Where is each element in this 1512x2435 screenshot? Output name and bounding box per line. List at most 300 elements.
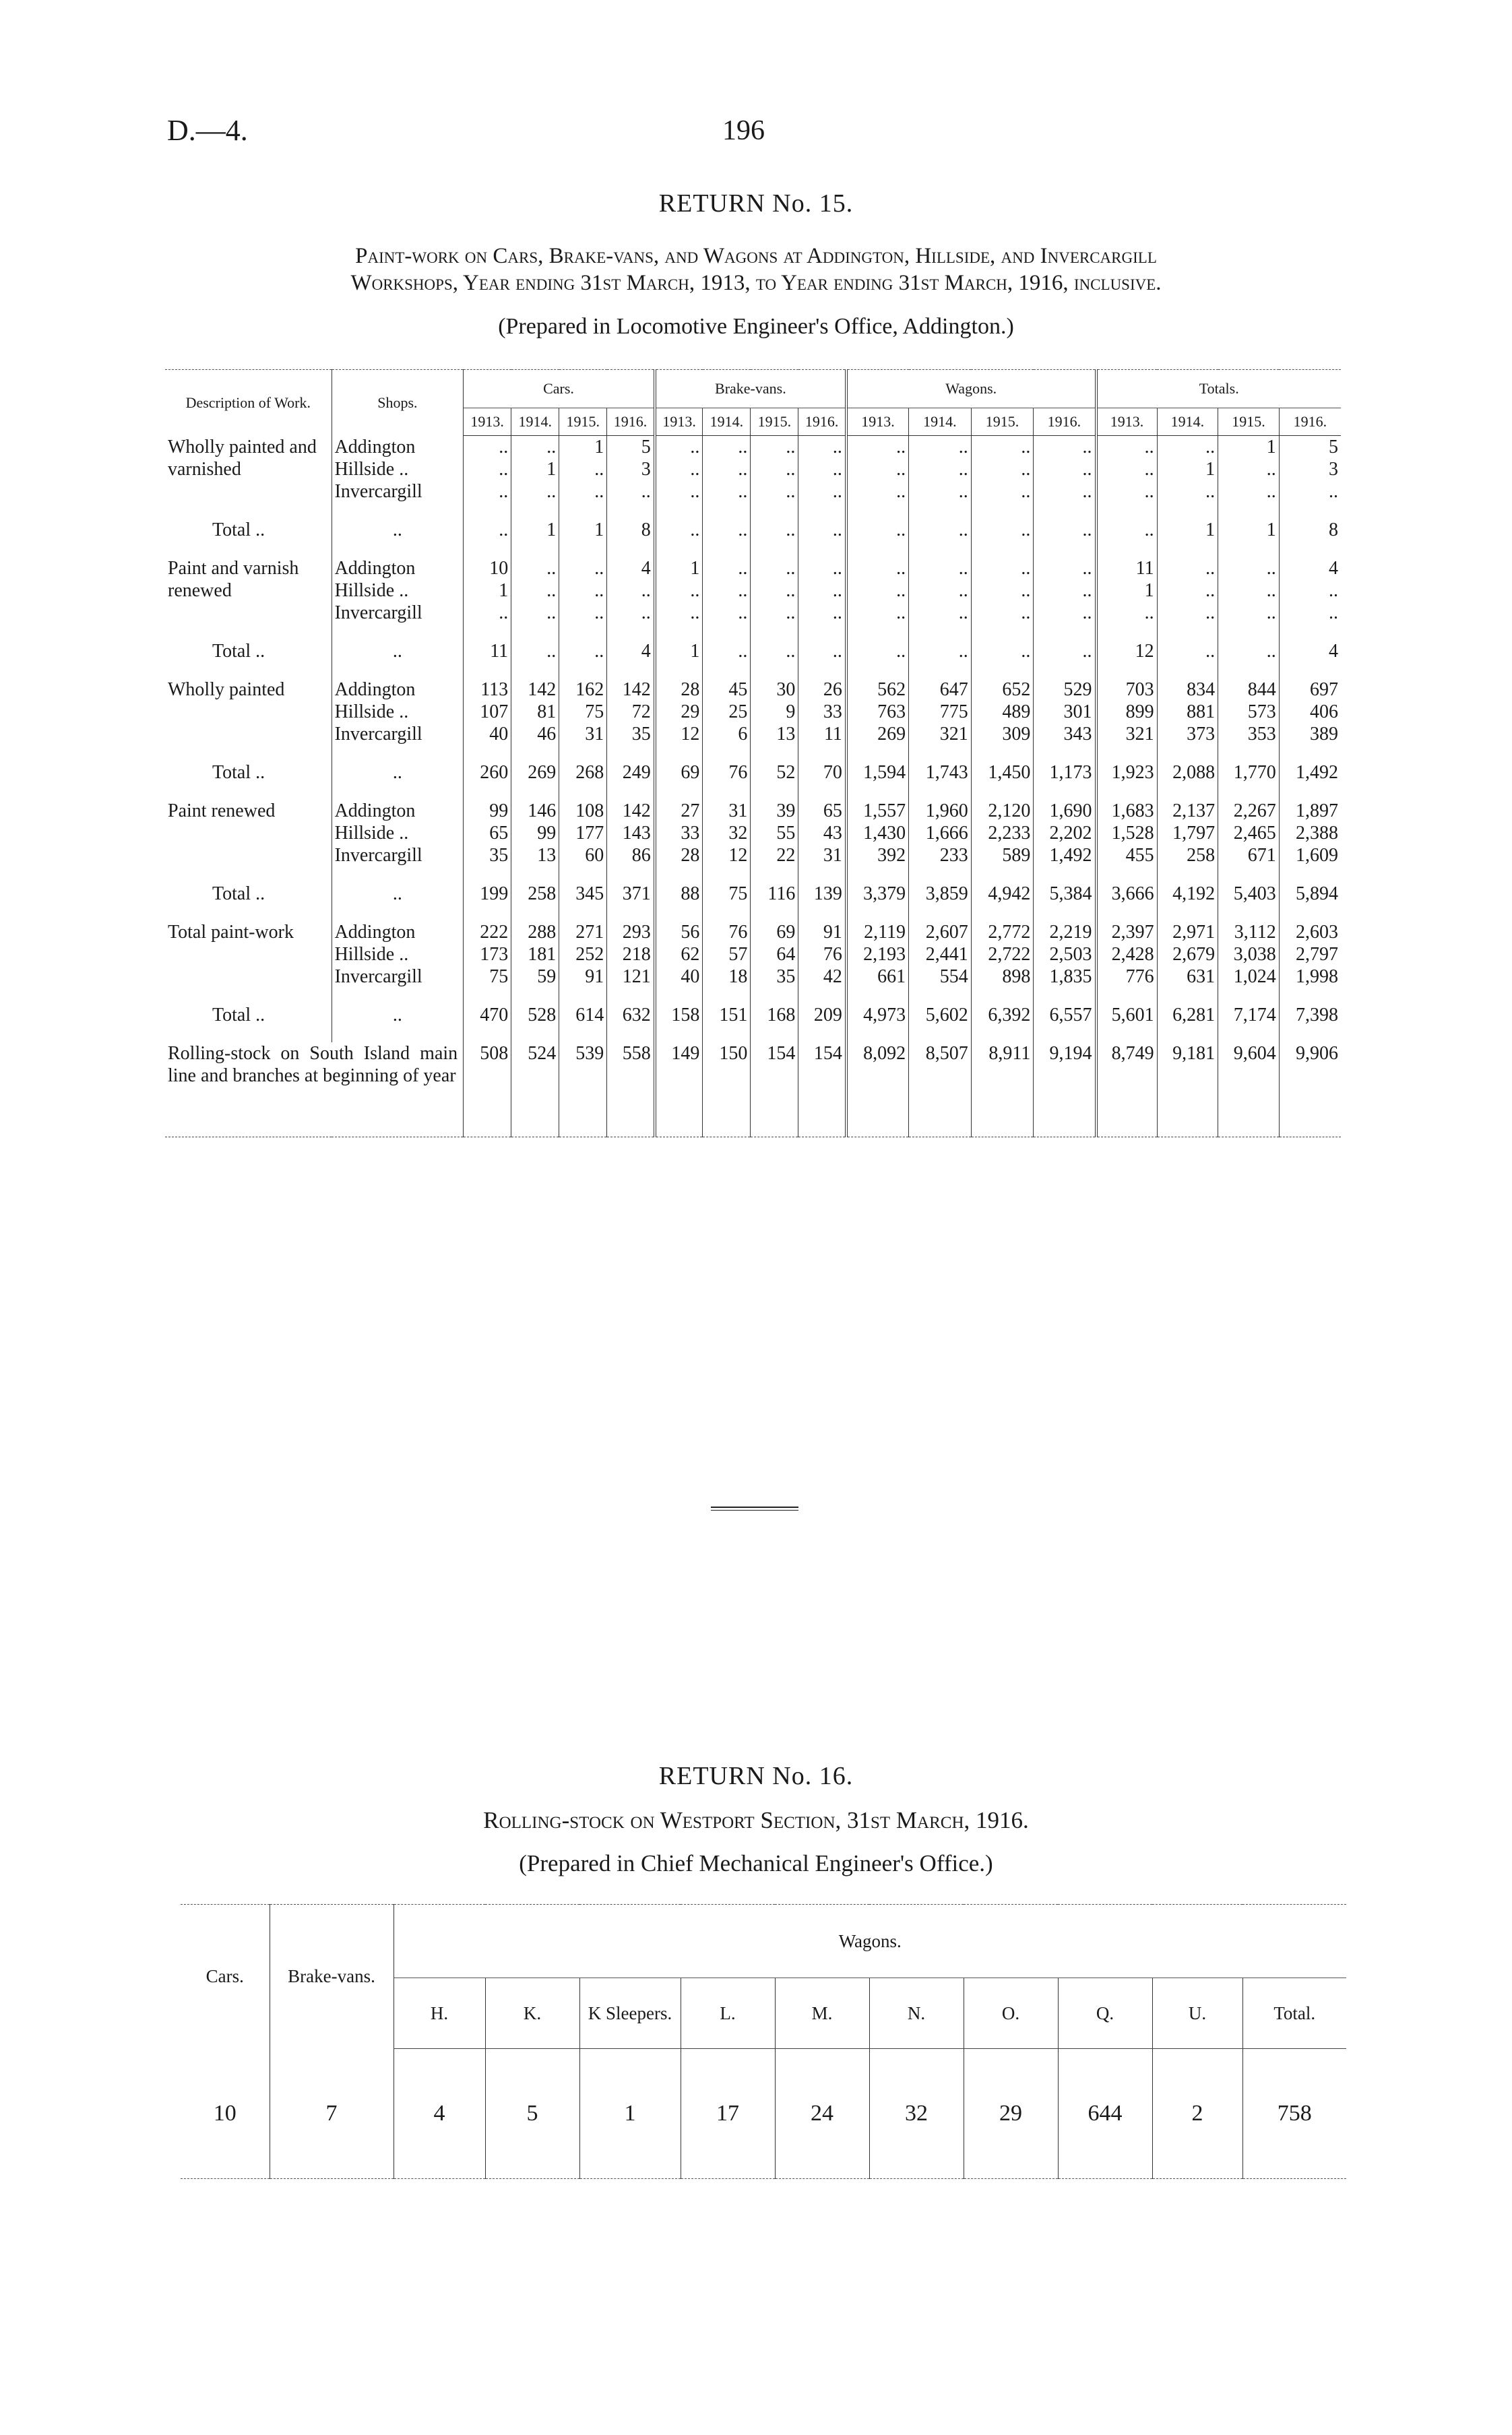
table-cell: .. bbox=[798, 640, 846, 662]
year-header: 1914. bbox=[909, 408, 972, 436]
page-number: 196 bbox=[722, 115, 765, 146]
table-cell: 143 bbox=[607, 822, 655, 844]
table-cell: 703 bbox=[1096, 678, 1158, 701]
table-cell: 13 bbox=[751, 723, 798, 745]
table-cell: .. bbox=[909, 458, 972, 480]
table-cell: .. bbox=[1096, 519, 1158, 541]
spacer-cell bbox=[1218, 662, 1280, 678]
spacer-cell bbox=[1279, 905, 1341, 921]
spacer-cell bbox=[464, 988, 511, 1004]
spacer-cell bbox=[909, 624, 972, 640]
table-cell: 70 bbox=[798, 761, 846, 784]
table-cell: .. bbox=[971, 436, 1034, 459]
table-cell: 7,174 bbox=[1218, 1004, 1280, 1026]
table-cell: 2,679 bbox=[1157, 943, 1218, 966]
spacer-cell bbox=[1218, 784, 1280, 800]
table-cell: 3 bbox=[607, 458, 655, 480]
table-cell: 373 bbox=[1157, 723, 1218, 745]
table-cell: .. bbox=[1034, 640, 1096, 662]
table-cell: .. bbox=[1096, 602, 1158, 624]
group-header-brakevans: Brake-vans. bbox=[655, 370, 846, 408]
table-row bbox=[165, 557, 1341, 579]
spacer-cell bbox=[909, 541, 972, 557]
shop-name: Invercargill bbox=[332, 723, 464, 745]
table-cell: 81 bbox=[511, 701, 559, 723]
table-cell: 345 bbox=[559, 883, 607, 905]
table-cell: 151 bbox=[703, 1004, 751, 1026]
shop-name: Invercargill bbox=[332, 844, 464, 866]
spacer-cell bbox=[1034, 541, 1096, 557]
table-cell: 562 bbox=[846, 678, 909, 701]
spacer-cell bbox=[703, 905, 751, 921]
table-cell: .. bbox=[703, 458, 751, 480]
table-cell: .. bbox=[1157, 436, 1218, 459]
table-cell: 32 bbox=[703, 822, 751, 844]
shop-name: Hillside .. bbox=[332, 701, 464, 723]
spacer-cell bbox=[464, 784, 511, 800]
table-cell: 149 bbox=[655, 1042, 703, 1137]
spacer-cell bbox=[332, 624, 464, 640]
spacer-cell bbox=[607, 662, 655, 678]
table-cell: 27 bbox=[655, 800, 703, 822]
table-cell: 697 bbox=[1279, 678, 1341, 701]
report-code: D.—4. bbox=[167, 114, 248, 147]
spacer-cell bbox=[909, 503, 972, 519]
table-cell: 4 bbox=[607, 557, 655, 579]
table-cell: 8,092 bbox=[846, 1042, 909, 1137]
spacer-cell bbox=[971, 503, 1034, 519]
table-cell: 671 bbox=[1218, 844, 1280, 866]
spacer-cell bbox=[1034, 503, 1096, 519]
table-row bbox=[165, 678, 1341, 701]
table-cell: 1,594 bbox=[846, 761, 909, 784]
table-cell: 64 bbox=[751, 943, 798, 966]
table-cell: 8,507 bbox=[909, 1042, 972, 1137]
table-cell: 844 bbox=[1218, 678, 1280, 701]
spacer-cell bbox=[464, 624, 511, 640]
table-cell: .. bbox=[846, 579, 909, 602]
wagon-class-header: M. bbox=[775, 1978, 869, 2049]
table-cell: 88 bbox=[655, 883, 703, 905]
table-cell: 60 bbox=[559, 844, 607, 866]
spacer-cell bbox=[971, 988, 1034, 1004]
work-description: Wholly painted bbox=[168, 679, 285, 700]
shop-name: Invercargill bbox=[332, 966, 464, 988]
work-description: Paint and varnish renewed bbox=[168, 558, 299, 601]
table-cell: .. bbox=[1218, 579, 1280, 602]
table-cell: 6,557 bbox=[1034, 1004, 1096, 1026]
table-cell: 1,683 bbox=[1096, 800, 1158, 822]
table-cell: 1,528 bbox=[1096, 822, 1158, 844]
table-row bbox=[165, 519, 1341, 541]
shop-name: Addington bbox=[332, 436, 464, 459]
table-row bbox=[165, 640, 1341, 662]
spacer-cell bbox=[559, 988, 607, 1004]
value-cell: 10 bbox=[181, 2049, 270, 2179]
spacer-cell bbox=[798, 784, 846, 800]
row-spacer bbox=[165, 624, 1341, 640]
table-cell: .. bbox=[798, 480, 846, 503]
table-cell: 2,465 bbox=[1218, 822, 1280, 844]
spacer-cell bbox=[464, 503, 511, 519]
shop-name: .. bbox=[332, 761, 464, 784]
table-cell: 539 bbox=[559, 1042, 607, 1137]
table-cell: .. bbox=[1218, 640, 1280, 662]
table-cell: .. bbox=[464, 602, 511, 624]
spacer-cell bbox=[511, 624, 559, 640]
total-label: Total .. bbox=[212, 519, 265, 540]
table-row bbox=[165, 761, 1341, 784]
shop-name: Hillside .. bbox=[332, 579, 464, 602]
spacer-cell bbox=[332, 905, 464, 921]
spacer-cell bbox=[798, 905, 846, 921]
table-cell: .. bbox=[846, 480, 909, 503]
table-cell: .. bbox=[971, 640, 1034, 662]
spacer-cell bbox=[846, 541, 909, 557]
spacer-cell bbox=[846, 624, 909, 640]
table-cell: 69 bbox=[655, 761, 703, 784]
table-cell: .. bbox=[751, 436, 798, 459]
spacer-cell bbox=[798, 541, 846, 557]
shop-name: Addington bbox=[332, 921, 464, 943]
table-cell: 1 bbox=[1157, 519, 1218, 541]
table-cell: .. bbox=[655, 579, 703, 602]
table-cell: 881 bbox=[1157, 701, 1218, 723]
table-cell: 589 bbox=[971, 844, 1034, 866]
spacer-cell bbox=[1157, 866, 1218, 883]
spacer-cell bbox=[1218, 866, 1280, 883]
spacer-cell bbox=[655, 541, 703, 557]
shop-name: Addington bbox=[332, 557, 464, 579]
table-cell: 18 bbox=[703, 966, 751, 988]
spacer-cell bbox=[846, 503, 909, 519]
table-cell: 309 bbox=[971, 723, 1034, 745]
table-cell: 371 bbox=[607, 883, 655, 905]
return-16-subtitle: Rolling-stock on Westport Section, 31st March, 1916. bbox=[483, 1807, 1029, 1833]
spacer-cell bbox=[332, 866, 464, 883]
spacer-cell bbox=[798, 503, 846, 519]
table-cell: 57 bbox=[703, 943, 751, 966]
spacer-cell bbox=[1096, 541, 1158, 557]
table-cell: 31 bbox=[798, 844, 846, 866]
table-cell: 181 bbox=[511, 943, 559, 966]
table-cell: 1,998 bbox=[1279, 966, 1341, 988]
spacer-cell bbox=[1218, 745, 1280, 761]
table-cell: .. bbox=[1279, 602, 1341, 624]
return-16-values-row bbox=[181, 2049, 1346, 2179]
table-cell: .. bbox=[559, 579, 607, 602]
table-cell: 1,666 bbox=[909, 822, 972, 844]
year-header: 1914. bbox=[1157, 408, 1218, 436]
table-cell: .. bbox=[909, 480, 972, 503]
table-cell: 6,281 bbox=[1157, 1004, 1218, 1026]
spacer-cell bbox=[909, 784, 972, 800]
spacer-cell bbox=[798, 662, 846, 678]
table-cell: 2,193 bbox=[846, 943, 909, 966]
spacer-cell bbox=[165, 541, 332, 557]
year-header: 1915. bbox=[1218, 408, 1280, 436]
table-cell: 28 bbox=[655, 844, 703, 866]
table-cell: 1 bbox=[559, 519, 607, 541]
spacer-cell bbox=[703, 866, 751, 883]
spacer-cell bbox=[1279, 1026, 1341, 1042]
table-cell: 3,112 bbox=[1218, 921, 1280, 943]
spacer-cell bbox=[511, 784, 559, 800]
table-cell: .. bbox=[655, 480, 703, 503]
table-row bbox=[165, 701, 1341, 723]
table-cell: .. bbox=[846, 436, 909, 459]
table-cell: .. bbox=[798, 557, 846, 579]
table-cell: .. bbox=[1218, 602, 1280, 624]
table-row bbox=[165, 883, 1341, 905]
table-cell: 29 bbox=[655, 701, 703, 723]
table-cell: 91 bbox=[559, 966, 607, 988]
spacer-cell bbox=[798, 1026, 846, 1042]
spacer-cell bbox=[1279, 541, 1341, 557]
spacer-cell bbox=[1157, 1026, 1218, 1042]
table-cell: 775 bbox=[909, 701, 972, 723]
spacer-cell bbox=[511, 541, 559, 557]
value-cell: 32 bbox=[869, 2049, 964, 2179]
wagon-class-header: U. bbox=[1152, 1978, 1242, 2049]
table-cell: .. bbox=[846, 458, 909, 480]
value-cell: 1 bbox=[579, 2049, 681, 2179]
spacer-cell bbox=[511, 662, 559, 678]
table-cell: 528 bbox=[511, 1004, 559, 1026]
table-cell: 249 bbox=[607, 761, 655, 784]
spacer-cell bbox=[607, 624, 655, 640]
spacer-cell bbox=[798, 866, 846, 883]
table-cell: 40 bbox=[464, 723, 511, 745]
table-cell: .. bbox=[846, 519, 909, 541]
work-description: Total paint-work bbox=[168, 922, 294, 943]
table-cell: 8 bbox=[607, 519, 655, 541]
table-cell: 154 bbox=[798, 1042, 846, 1137]
table-cell: 1,835 bbox=[1034, 966, 1096, 988]
table-cell: 763 bbox=[846, 701, 909, 723]
table-cell: .. bbox=[703, 557, 751, 579]
row-spacer bbox=[165, 1026, 1341, 1042]
spacer-cell bbox=[607, 503, 655, 519]
col-wagons-header: Wagons. bbox=[393, 1905, 1346, 1978]
table-cell: 353 bbox=[1218, 723, 1280, 745]
spacer-cell bbox=[971, 1026, 1034, 1042]
spacer-cell bbox=[1279, 662, 1341, 678]
table-cell: 2,219 bbox=[1034, 921, 1096, 943]
table-cell: 2,772 bbox=[971, 921, 1034, 943]
table-cell: .. bbox=[971, 557, 1034, 579]
spacer-cell bbox=[511, 503, 559, 519]
table-cell: 1 bbox=[511, 458, 559, 480]
spacer-cell bbox=[1218, 1026, 1280, 1042]
table-cell: 52 bbox=[751, 761, 798, 784]
table-cell: .. bbox=[1096, 480, 1158, 503]
table-cell: 252 bbox=[559, 943, 607, 966]
spacer-cell bbox=[559, 541, 607, 557]
spacer-cell bbox=[559, 866, 607, 883]
table-cell: 199 bbox=[464, 883, 511, 905]
spacer-cell bbox=[1096, 745, 1158, 761]
table-cell: 2,971 bbox=[1157, 921, 1218, 943]
table-cell: 56 bbox=[655, 921, 703, 943]
table-cell: 6 bbox=[703, 723, 751, 745]
spacer-cell bbox=[464, 866, 511, 883]
table-cell: 33 bbox=[798, 701, 846, 723]
table-cell: 65 bbox=[798, 800, 846, 822]
spacer-cell bbox=[511, 1026, 559, 1042]
year-header: 1913. bbox=[464, 408, 511, 436]
value-cell: 758 bbox=[1242, 2049, 1346, 2179]
table-cell: .. bbox=[607, 602, 655, 624]
total-label: Total .. bbox=[212, 641, 265, 662]
table-cell: .. bbox=[511, 480, 559, 503]
table-row bbox=[165, 1004, 1341, 1026]
spacer-cell bbox=[703, 745, 751, 761]
table-cell: 154 bbox=[751, 1042, 798, 1137]
table-cell: 258 bbox=[511, 883, 559, 905]
table-cell: 1,173 bbox=[1034, 761, 1096, 784]
spacer-cell bbox=[1218, 541, 1280, 557]
table-cell: 8,911 bbox=[971, 1042, 1034, 1137]
spacer-cell bbox=[798, 988, 846, 1004]
spacer-cell bbox=[846, 662, 909, 678]
total-label: Total .. bbox=[212, 883, 265, 904]
table-cell: .. bbox=[971, 458, 1034, 480]
return-15-subtitle-line2: Workshops, Year ending 31st March, 1913, to Year ending 31st March, 1916, inclusive. bbox=[350, 271, 1162, 295]
table-cell: .. bbox=[511, 602, 559, 624]
spacer-cell bbox=[971, 866, 1034, 883]
table-cell: .. bbox=[464, 519, 511, 541]
spacer-cell bbox=[909, 988, 972, 1004]
table-cell: 2,503 bbox=[1034, 943, 1096, 966]
table-cell: 2,388 bbox=[1279, 822, 1341, 844]
value-cell: 24 bbox=[775, 2049, 869, 2179]
table-cell: 573 bbox=[1218, 701, 1280, 723]
table-row bbox=[165, 943, 1341, 966]
table-cell: 632 bbox=[607, 1004, 655, 1026]
table-cell: 11 bbox=[1096, 557, 1158, 579]
spacer-cell bbox=[798, 745, 846, 761]
table-cell: .. bbox=[1096, 458, 1158, 480]
work-description: Wholly painted and varnished bbox=[168, 436, 317, 480]
spacer-cell bbox=[1034, 866, 1096, 883]
spacer-cell bbox=[703, 624, 751, 640]
table-cell: 2,202 bbox=[1034, 822, 1096, 844]
row-spacer bbox=[165, 662, 1341, 678]
spacer-cell bbox=[655, 988, 703, 1004]
table-cell: 3,379 bbox=[846, 883, 909, 905]
return-15-prepared-note: (Prepared in Locomotive Engineer's Office, Addington.) bbox=[498, 314, 1014, 339]
spacer-cell bbox=[971, 662, 1034, 678]
spacer-cell bbox=[703, 662, 751, 678]
section-divider bbox=[711, 1507, 798, 1511]
spacer-cell bbox=[511, 988, 559, 1004]
table-cell: 33 bbox=[655, 822, 703, 844]
table-cell: 10 bbox=[464, 557, 511, 579]
table-cell: .. bbox=[703, 480, 751, 503]
table-cell: .. bbox=[1034, 436, 1096, 459]
table-cell: 5,403 bbox=[1218, 883, 1280, 905]
spacer-cell bbox=[703, 784, 751, 800]
spacer-cell bbox=[909, 866, 972, 883]
spacer-cell bbox=[1218, 624, 1280, 640]
table-cell: 470 bbox=[464, 1004, 511, 1026]
shop-name: Invercargill bbox=[332, 480, 464, 503]
table-cell: 1 bbox=[655, 640, 703, 662]
table-cell: 146 bbox=[511, 800, 559, 822]
table-cell: .. bbox=[703, 519, 751, 541]
table-cell: 529 bbox=[1034, 678, 1096, 701]
table-cell: 9,181 bbox=[1157, 1042, 1218, 1137]
table-cell: 116 bbox=[751, 883, 798, 905]
spacer-cell bbox=[165, 905, 332, 921]
wagon-class-header: K. bbox=[485, 1978, 579, 2049]
table-cell: .. bbox=[511, 640, 559, 662]
table-cell: 9 bbox=[751, 701, 798, 723]
table-cell: 5,384 bbox=[1034, 883, 1096, 905]
table-cell: .. bbox=[559, 480, 607, 503]
spacer-cell bbox=[1218, 988, 1280, 1004]
spacer-cell bbox=[559, 745, 607, 761]
table-cell: .. bbox=[971, 579, 1034, 602]
table-cell: 1 bbox=[1218, 519, 1280, 541]
table-cell: .. bbox=[1157, 640, 1218, 662]
table-cell: 177 bbox=[559, 822, 607, 844]
table-cell: 2,119 bbox=[846, 921, 909, 943]
col-shops-header: Shops. bbox=[332, 370, 464, 436]
spacer-cell bbox=[464, 905, 511, 921]
table-cell: .. bbox=[1157, 480, 1218, 503]
spacer-cell bbox=[846, 866, 909, 883]
wagon-class-header: Total. bbox=[1242, 1978, 1346, 2049]
spacer-cell bbox=[909, 1026, 972, 1042]
table-cell: 75 bbox=[703, 883, 751, 905]
table-cell: 2,441 bbox=[909, 943, 972, 966]
spacer-cell bbox=[464, 541, 511, 557]
work-description: Paint renewed bbox=[168, 800, 276, 821]
table-cell: 776 bbox=[1096, 966, 1158, 988]
spacer-cell bbox=[655, 503, 703, 519]
table-cell: 75 bbox=[464, 966, 511, 988]
wagon-class-header: Q. bbox=[1058, 1978, 1152, 2049]
table-cell: .. bbox=[909, 436, 972, 459]
spacer-cell bbox=[751, 1026, 798, 1042]
table-cell: .. bbox=[971, 519, 1034, 541]
shop-name: Invercargill bbox=[332, 602, 464, 624]
spacer-cell bbox=[846, 988, 909, 1004]
table-cell: 5,601 bbox=[1096, 1004, 1158, 1026]
spacer-cell bbox=[846, 745, 909, 761]
spacer-cell bbox=[751, 662, 798, 678]
spacer-cell bbox=[655, 662, 703, 678]
table-cell: 455 bbox=[1096, 844, 1158, 866]
spacer-cell bbox=[1157, 662, 1218, 678]
table-cell: 3 bbox=[1279, 458, 1341, 480]
spacer-cell bbox=[1157, 905, 1218, 921]
table-cell: 631 bbox=[1157, 966, 1218, 988]
col-brakevans-header: Brake-vans. bbox=[270, 1905, 393, 2049]
row-spacer bbox=[165, 745, 1341, 761]
table-cell: 99 bbox=[464, 800, 511, 822]
table-cell: .. bbox=[559, 458, 607, 480]
spacer-cell bbox=[607, 784, 655, 800]
table-cell: 1,923 bbox=[1096, 761, 1158, 784]
return-15-body bbox=[165, 436, 1341, 1137]
table-cell: .. bbox=[846, 640, 909, 662]
spacer-cell bbox=[909, 745, 972, 761]
table-cell: 158 bbox=[655, 1004, 703, 1026]
spacer-cell bbox=[1279, 503, 1341, 519]
